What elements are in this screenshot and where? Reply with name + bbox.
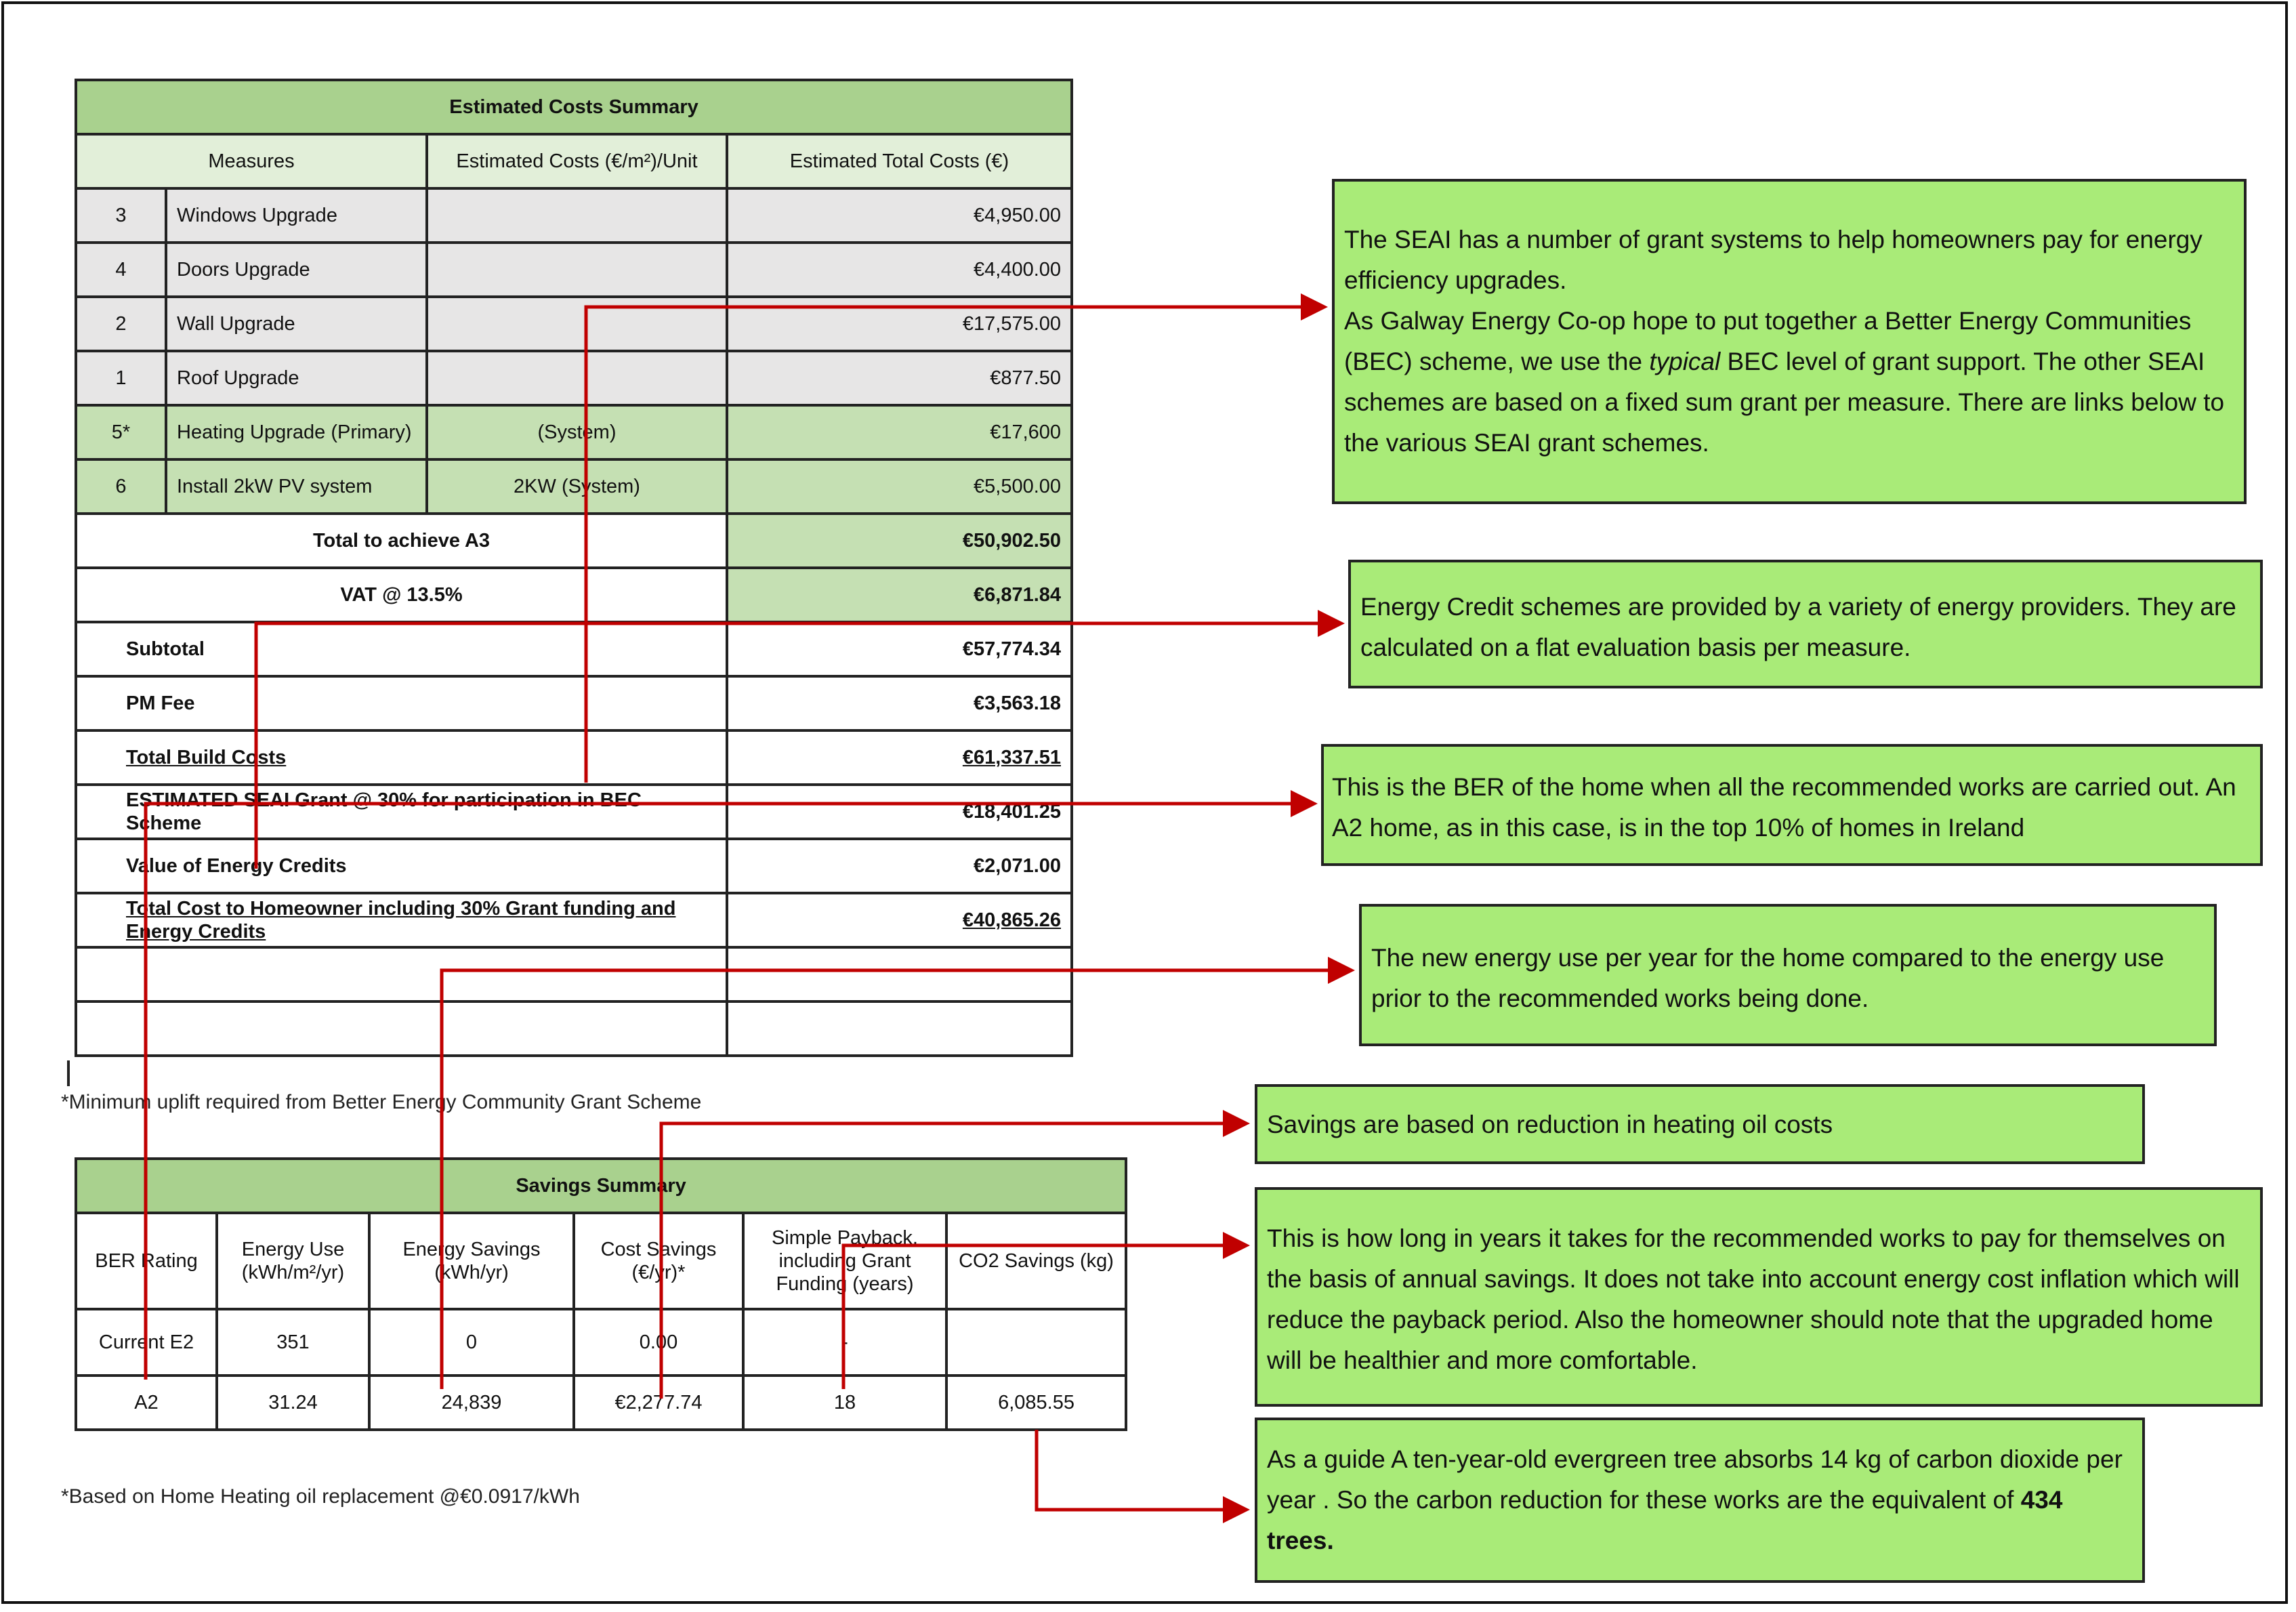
tree-text-a: As a guide A ten-year-old evergreen tree absorbs 14 kg of carbon dioxide per year . So the carbon reduction for these works are the equivalent of bbox=[1267, 1445, 2123, 1514]
ber-callout-text: This is the BER of the home when all the recommended works are carried out. An A2 home, as in this case, is in the top 10% of homes in Ireland bbox=[1332, 773, 2236, 842]
seai-grant-value: €18,401.25 bbox=[727, 785, 1072, 839]
measure-name: Doors Upgrade bbox=[166, 243, 427, 297]
measure-name: Heating Upgrade (Primary) bbox=[166, 405, 427, 459]
measure-total: €4,950.00 bbox=[727, 188, 1072, 243]
arrow-grant bbox=[586, 307, 1324, 783]
measure-total: €5,500.00 bbox=[727, 459, 1072, 514]
ber-rating: Current E2 bbox=[76, 1309, 217, 1376]
arrow-payback bbox=[843, 1245, 1247, 1389]
simple-payback: 18 bbox=[743, 1376, 946, 1430]
homeowner-total-value: €40,865.26 bbox=[727, 893, 1072, 947]
co2-savings: 6,085.55 bbox=[946, 1376, 1126, 1430]
measure-name: Install 2kW PV system bbox=[166, 459, 427, 514]
header-ber-rating: BER Rating bbox=[76, 1213, 217, 1309]
header-energy-use: Energy Use (kWh/m²/yr) bbox=[217, 1213, 369, 1309]
header-measures: Measures bbox=[76, 134, 427, 188]
header-cost-savings: Cost Savings (€/yr)* bbox=[574, 1213, 743, 1309]
header-unit-cost: Estimated Costs (€/m²)/Unit bbox=[427, 134, 727, 188]
pm-fee-value: €3,563.18 bbox=[727, 676, 1072, 730]
subtotal-label: Subtotal bbox=[76, 622, 727, 676]
measure-total: €877.50 bbox=[727, 351, 1072, 405]
header-simple-payback: Simple Payback, including Grant Funding (years) bbox=[743, 1213, 946, 1309]
pm-fee-label: PM Fee bbox=[76, 676, 727, 730]
savings-title: Savings Summary bbox=[76, 1159, 1126, 1213]
energy-savings: 24,839 bbox=[369, 1376, 574, 1430]
arrow-savings bbox=[661, 1123, 1247, 1399]
uplift-note: *Minimum uplift required from Better Energy Community Grant Scheme bbox=[61, 1091, 702, 1113]
grant-text-b: BEC level of grant support. The other SEAI schemes are based on a fixed sum grant per measure. There are links below to the various SEAI grant schemes. bbox=[1344, 348, 2225, 457]
measure-number: 5* bbox=[76, 405, 166, 459]
measure-number: 6 bbox=[76, 459, 166, 514]
measure-name: Windows Upgrade bbox=[166, 188, 427, 243]
measure-name: Wall Upgrade bbox=[166, 297, 427, 351]
energy-use-callout-text: The new energy use per year for the home compared to the energy use prior to the recommended works being done. bbox=[1371, 944, 2165, 1012]
energy-credits-label: Value of Energy Credits bbox=[76, 839, 727, 893]
tree-text-b: 434 trees. bbox=[1267, 1486, 2063, 1554]
energy-use: 351 bbox=[217, 1309, 369, 1376]
total-build-value: €61,337.51 bbox=[727, 730, 1072, 785]
total-build-label: Total Build Costs bbox=[76, 730, 727, 785]
seai-grant-label: ESTIMATED SEAI Grant @ 30% for participation in BEC Scheme bbox=[76, 785, 727, 839]
cost-savings: 0.00 bbox=[574, 1309, 743, 1376]
simple-payback: - bbox=[743, 1309, 946, 1376]
measure-total: €17,575.00 bbox=[727, 297, 1072, 351]
oil-note: *Based on Home Heating oil replacement @€0.0917/kWh bbox=[61, 1485, 580, 1508]
measure-number: 1 bbox=[76, 351, 166, 405]
cost-savings: €2,277.74 bbox=[574, 1376, 743, 1430]
header-energy-savings: Energy Savings (kWh/yr) bbox=[369, 1213, 574, 1309]
measure-number: 2 bbox=[76, 297, 166, 351]
measure-unit-cost: (System) bbox=[427, 405, 727, 459]
measure-unit-cost: 2KW (System) bbox=[427, 459, 727, 514]
arrow-credits bbox=[256, 623, 1341, 869]
measure-name: Roof Upgrade bbox=[166, 351, 427, 405]
vat-value: €6,871.84 bbox=[727, 568, 1072, 622]
grant-callout-text-1: The SEAI has a number of grant systems to help homeowners pay for energy efficiency upgrades. bbox=[1344, 226, 2203, 294]
measure-number: 3 bbox=[76, 188, 166, 243]
measure-number: 4 bbox=[76, 243, 166, 297]
measure-total: €17,600 bbox=[727, 405, 1072, 459]
total-a3-label: Total to achieve A3 bbox=[76, 514, 727, 568]
homeowner-total-label: Total Cost to Homeowner including 30% Grant funding and Energy Credits bbox=[76, 893, 727, 947]
grant-text-em: typical bbox=[1649, 348, 1721, 375]
measure-total: €4,400.00 bbox=[727, 243, 1072, 297]
grant-text-a: As Galway Energy Co-op hope to put together a Better Energy Communities (BEC) scheme, we use the bbox=[1344, 307, 2192, 375]
energy-credits-value: €2,071.00 bbox=[727, 839, 1072, 893]
total-a3-value: €50,902.50 bbox=[727, 514, 1072, 568]
energy-use: 31.24 bbox=[217, 1376, 369, 1430]
payback-callout-text: This is how long in years it takes for the recommended works to pay for themselves on the basis of annual savings. It does not take into account energy cost inflation which will reduce the payback period. Also the homeowner should note that the upgraded home will be healthier and more comfortable. bbox=[1267, 1224, 2240, 1374]
savings-callout-text: Savings are based on reduction in heating oil costs bbox=[1267, 1111, 1833, 1138]
costs-title: Estimated Costs Summary bbox=[76, 80, 1072, 134]
energy-savings: 0 bbox=[369, 1309, 574, 1376]
header-co2-savings: CO2 Savings (kg) bbox=[946, 1213, 1126, 1309]
arrow-ber bbox=[146, 804, 1314, 1380]
header-total-cost: Estimated Total Costs (€) bbox=[727, 134, 1072, 188]
arrow-co2 bbox=[1037, 1430, 1247, 1510]
credits-callout-text: Energy Credit schemes are provided by a variety of energy providers. They are calculated on a flat evaluation basis per measure. bbox=[1360, 593, 2236, 661]
subtotal-value: €57,774.34 bbox=[727, 622, 1072, 676]
ber-rating: A2 bbox=[76, 1376, 217, 1430]
arrow-energy-use bbox=[442, 970, 1352, 1389]
vat-label: VAT @ 13.5% bbox=[76, 568, 727, 622]
